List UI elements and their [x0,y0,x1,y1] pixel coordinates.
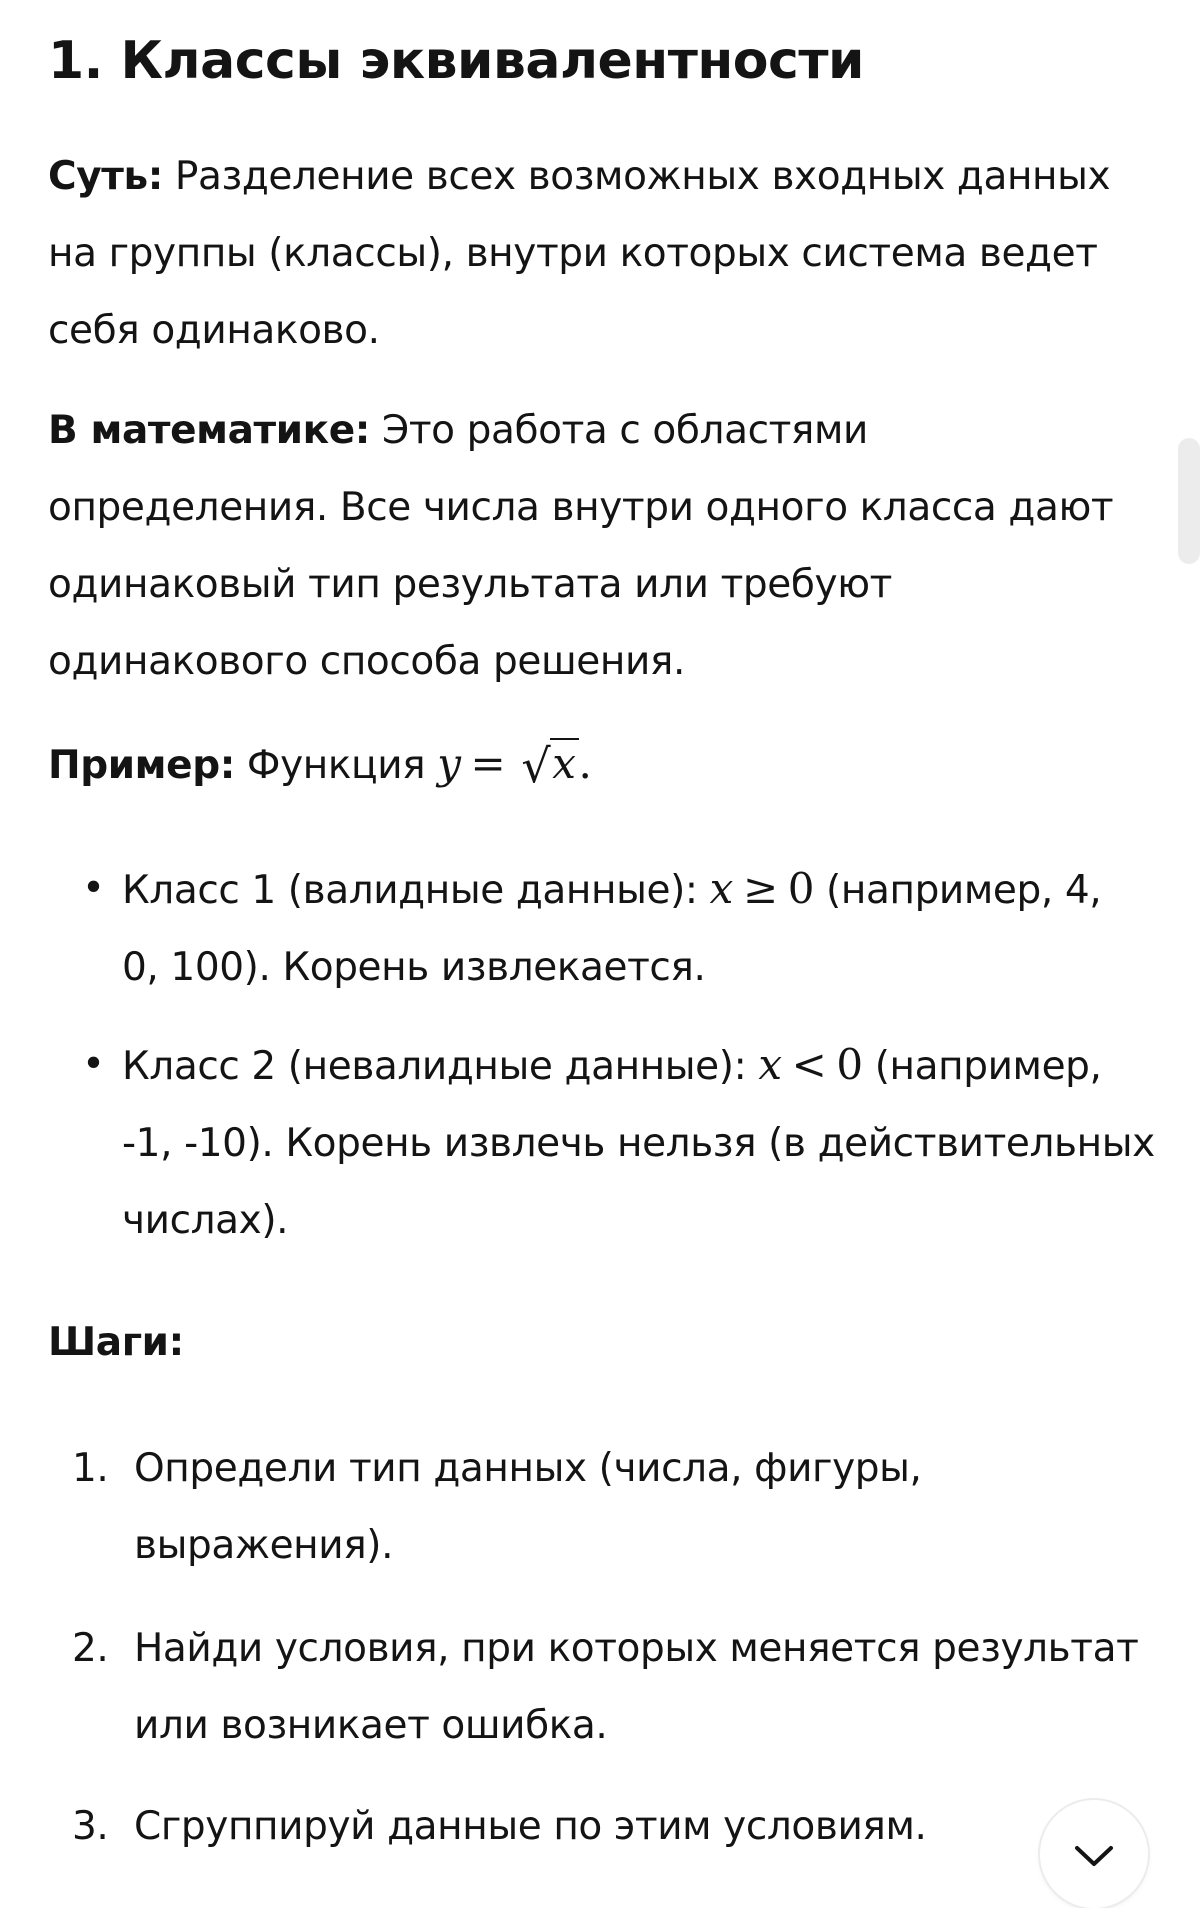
example-paragraph [48,724,1128,804]
step-3-line-1: Сгруппируй данные по этим условиям. [134,1804,927,1849]
essence-label: Суть: [48,154,163,199]
chevron-down-icon [1071,1832,1117,1878]
math-line-4: одинакового способа решения. [48,639,685,684]
class2-prefix: Класс 2 (невалидные данные): [122,1044,759,1089]
step-item-1 [72,1430,922,1584]
list-item-class-1 [82,850,1102,1006]
bullet-icon: • [82,866,105,911]
math-line-2: определения. Все числа внутри одного класса дают [48,485,1114,530]
math-line-3: одинаковый тип результата или требуют [48,562,892,607]
essence-line-2: на группы (классы), внутри которых система ведет [48,231,1098,276]
scroll-down-button[interactable] [1040,1800,1148,1908]
scrollbar-thumb[interactable] [1178,438,1200,564]
step-item-2 [72,1610,1139,1764]
class1-line-2: 0, 100). Корень извлекается. [122,945,706,990]
formula-var-y: y [437,739,461,788]
step-2-line-2: или возникает ошибка. [134,1703,608,1748]
formula-end: . [578,739,592,788]
step-number: 3. [72,1804,109,1849]
example-formula [437,739,592,793]
class1-prefix: Класс 1 (валидные данные): [122,868,710,913]
example-label: Пример: [48,743,235,788]
essence-paragraph [48,138,1128,369]
essence-line-1: Разделение всех возможных входных данных [162,154,1111,199]
class2-suffix: (например, [862,1044,1102,1089]
class2-line-3: числах). [122,1198,289,1243]
step-1-line-1: Определи тип данных (числа, фигуры, [134,1446,922,1491]
formula-var-x: x [552,739,576,788]
class1-formula: x ≥ 0 [709,864,815,913]
math-label: В математике: [48,408,370,453]
bullet-icon: • [82,1042,105,1087]
class1-suffix: (например, 4, [814,868,1102,913]
class2-line-2: -1, -10). Корень извлечь нельзя (в действительных [122,1121,1155,1166]
step-item-3 [72,1788,927,1865]
list-item-class-2 [82,1026,1155,1259]
step-number: 1. [72,1446,109,1491]
steps-heading: Шаги: [48,1320,184,1365]
sqrt-sign: √ [521,739,551,793]
class2-formula: x < 0 [758,1040,863,1089]
example-text: Функция [234,743,438,788]
step-1-line-2: выражения). [134,1523,394,1568]
section-heading: 1. Классы эквивалентности [48,31,864,91]
math-line-1: Это работа с областями [370,408,868,453]
step-number: 2. [72,1626,109,1671]
essence-line-3: себя одинаково. [48,308,380,353]
formula-sqrt [515,724,578,802]
math-paragraph [48,392,1128,700]
formula-equals: = [470,739,506,788]
step-2-line-1: Найди условия, при которых меняется результат [134,1626,1139,1671]
